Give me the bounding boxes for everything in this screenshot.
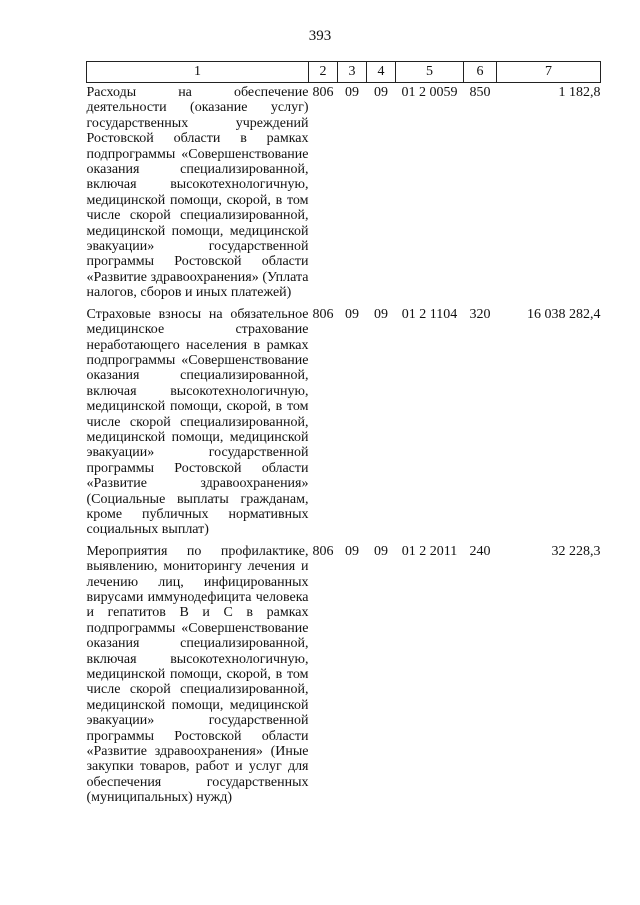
column-header-7: 7 <box>497 62 601 83</box>
column-header-4: 4 <box>367 62 396 83</box>
row-subsection: 09 <box>374 85 388 100</box>
column-header-1: 1 <box>87 62 309 83</box>
table-row <box>87 538 601 806</box>
column-header-6: 6 <box>464 62 497 83</box>
row-target-article: 01 2 0059 <box>401 85 458 100</box>
row-subsection: 09 <box>374 543 388 559</box>
row-expense-type: 850 <box>469 85 491 100</box>
row-description: Расходы на обеспечение деятельности (оказание услуг) государственных учреждений Ростовской области в рамках подпрограммы «Совершенствование оказания специализированной, включая высокотехнологичную, медицинской помощи, скорой, в том числе скорой специализированной, медицинской помощи, медицинской эвакуации» государственной программы Ростовской области «Развитие здравоохранения» (Уплата налогов, сборов и иных платежей) <box>86 85 309 301</box>
row-amount: 16 038 282,4 <box>527 306 601 322</box>
header-row <box>87 62 601 83</box>
row-description: Мероприятия по профилактике, выявлению, мониторингу лечения и лечению лиц, инфицированных вирусами иммунодефицита человека и гепатитов В и С в рамках подпрограммы «Совершенствование оказания специализированной, включая высокотехнологичную, медицинской помощи, скорой, в том числе скорой специализированной, медицинской помощи, медицинской эвакуации» государственной программы Ростовской области «Развитие здравоохранения» (Иные закупки товаров, работ и услуг для обеспечения государственных (муниципальных) нужд) <box>86 543 309 806</box>
row-ministry: 806 <box>312 543 334 559</box>
row-subsection: 09 <box>374 306 388 322</box>
row-section: 09 <box>345 543 359 559</box>
row-expense-type: 320 <box>469 306 491 322</box>
row-target-article: 01 2 1104 <box>401 306 458 322</box>
budget-table <box>86 61 601 806</box>
row-description: Страховые взносы на обязательное медицинское страхование неработающего населения в рамках подпрограммы «Совершенствование оказания специализированной, включая высокотехнологичную, медицинской помощи, скорой, в том числе скорой специализированной, медицинской помощи, медицинской эвакуации» государственной программы Ростовской области «Развитие здравоохранения» (Социальные выплаты гражданам, кроме публичных нормативных социальных выплат) <box>86 306 309 538</box>
table-row <box>87 83 601 301</box>
row-target-article: 01 2 2011 <box>401 543 458 559</box>
row-ministry: 806 <box>312 306 334 322</box>
row-amount: 1 182,8 <box>558 85 601 100</box>
row-section: 09 <box>345 85 359 100</box>
column-header-2: 2 <box>309 62 338 83</box>
row-amount: 32 228,3 <box>551 543 601 559</box>
column-header-3: 3 <box>338 62 367 83</box>
row-expense-type: 240 <box>469 543 491 559</box>
row-section: 09 <box>345 306 359 322</box>
column-header-5: 5 <box>396 62 464 83</box>
page-number: 393 <box>308 28 332 44</box>
row-ministry: 806 <box>312 85 334 100</box>
table-row <box>87 301 601 538</box>
